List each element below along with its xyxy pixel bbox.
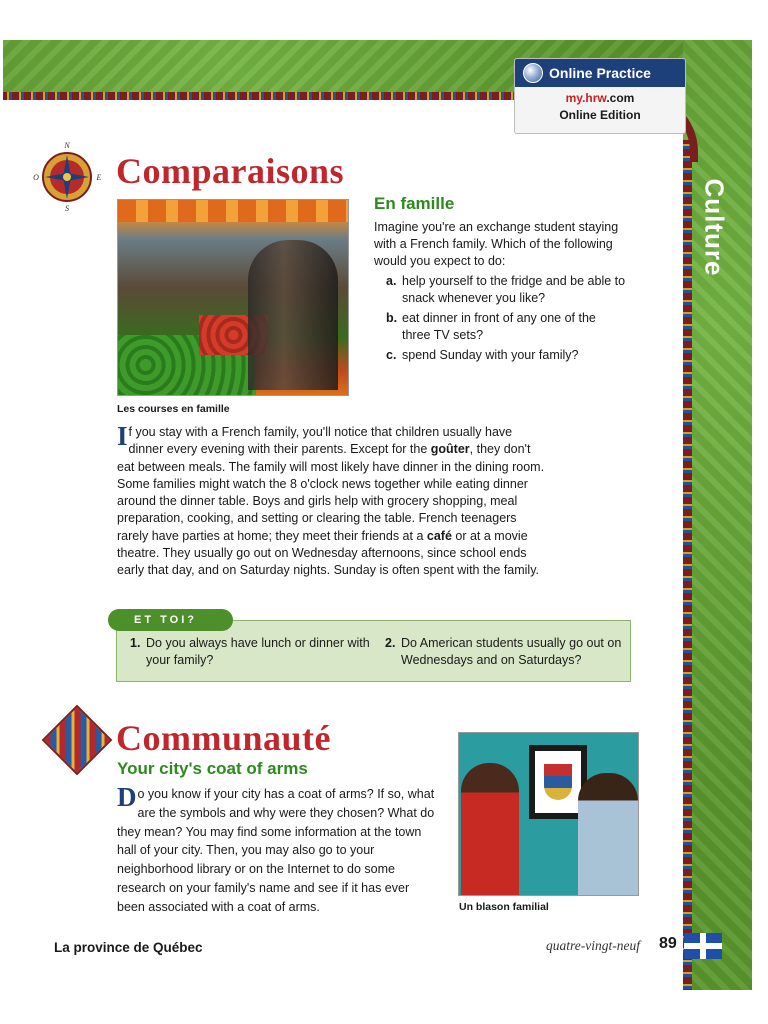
- culture-tab-label: Culture: [699, 178, 730, 276]
- comparaisons-body: If you stay with a French family, you'll notice that children usually have dinner every evening with their parents. Except for the goûter, they don't eat between meals. The family will most likely have dinner in the dining room. Some families might watch the 8 o'clock news together while eating dinner around the dinner table. Boys and girls help with grocery shopping, meal preparation, cooking, and setting or clearing the table. French teenagers rarely have parties at home; they meet their friends at a café or at a movie theatre. They usually go out on Wednesday afternoons, since school ends early that day, and on Saturday nights. Sunday is often spent with the family.: [117, 421, 545, 578]
- online-practice-box[interactable]: [514, 58, 686, 134]
- compass-s: S: [65, 204, 69, 212]
- coat-photo-caption: Un blason familial: [459, 901, 549, 913]
- market-photo: [117, 199, 349, 396]
- et-toi-label: ET TOI?: [108, 609, 233, 631]
- shield-icon: [544, 764, 572, 800]
- footer-page-words: quatre-vingt-neuf: [546, 938, 640, 953]
- comparaisons-heading: Comparaisons: [116, 151, 345, 191]
- choice-item: a. help yourself to the fridge and be able to snack whenever you like?: [386, 274, 626, 305]
- communaute-heading: Communauté: [116, 718, 332, 758]
- footer-chapter-title: La province de Québec: [54, 940, 203, 955]
- compass-n: N: [64, 141, 70, 150]
- choice-list: [386, 273, 626, 367]
- diamond-emblem-icon: [42, 705, 113, 776]
- dropcap-d: D: [117, 782, 137, 812]
- coat-of-arms-heading: Your city's coat of arms: [117, 759, 308, 778]
- compass-e: E: [96, 173, 101, 182]
- online-practice-header: [515, 59, 685, 87]
- choice-item: b. eat dinner in front of any one of the three TV sets?: [386, 311, 596, 342]
- online-url[interactable]: [515, 91, 685, 105]
- online-url-domain: my.hrw: [565, 91, 607, 105]
- culture-side-tab: [694, 172, 734, 282]
- coat-of-arms-photo: [458, 732, 639, 896]
- cafe-term: café: [426, 528, 452, 543]
- right-ribbon-border: [683, 140, 692, 990]
- market-photo-caption: Les courses en famille: [117, 403, 230, 415]
- choice-item: c. spend Sunday with your family?: [386, 348, 579, 362]
- compass-o: O: [33, 173, 39, 182]
- gouter-term: goûter: [430, 442, 470, 457]
- compass-icon: [33, 140, 101, 212]
- dropcap-i: I: [117, 421, 128, 451]
- et-toi-question-1: 1. Do you always have lunch or dinner with your family?: [130, 636, 370, 667]
- et-toi-question-2: 2. Do American students usually go out on Wednesdays and on Saturdays?: [385, 636, 622, 667]
- communaute-body: Do you know if your city has a coat of arms? If so, what are the symbols and why were they chosen? What do they mean? You may find some information at the town hall of your city. Then, you may also go to your neighborhood library or on the Internet to do some research on your family's name and see if it has ever been associated with a coat of arms.: [117, 782, 435, 914]
- en-famille-intro: Imagine you're an exchange student staying with a French family. Which of the following would you expect to do:: [374, 220, 619, 268]
- online-practice-title: Online Practice: [549, 65, 651, 81]
- quebec-flag-icon: [684, 933, 722, 959]
- en-famille-heading: En famille: [374, 194, 455, 213]
- online-edition-label: Online Edition: [559, 108, 641, 122]
- online-url-tld: .com: [606, 91, 635, 105]
- page-number: 89: [659, 935, 677, 952]
- globe-icon: [523, 63, 543, 83]
